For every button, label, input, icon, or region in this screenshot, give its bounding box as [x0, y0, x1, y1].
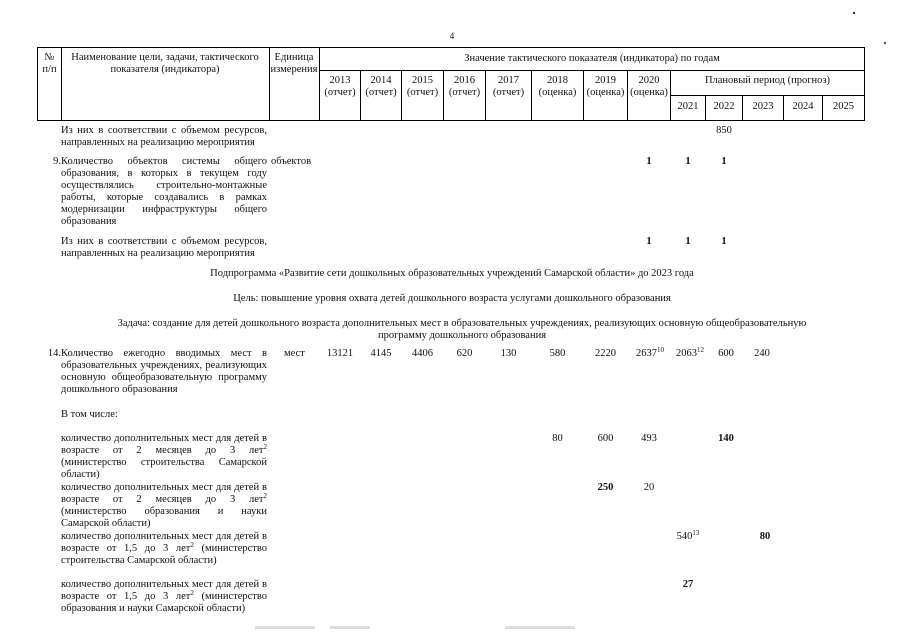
value-2020: 2637$^{10}$ [636, 346, 664, 359]
scan-artifact [330, 626, 370, 629]
value-2022: 850 [716, 125, 732, 136]
subprogram-title: Подпрограмма «Развитие сети дошкольных образовательных учреждений Самарской области» до 2023 года [210, 268, 694, 279]
indicator-name: количество дополнительных мест для детей в возрасте от 2 месяцев до 3 лет$^2$ (министерство строительства Самарской области) [61, 433, 267, 480]
indicator-name: количество дополнительных мест для детей в возрасте от 1,5 до 3 лет$^2$ (министерство образования и науки Самарской области) [61, 579, 268, 614]
value-2020: 1 [646, 156, 652, 167]
indicator-name: количество дополнительных мест для детей в возрасте от 2 месяцев до 3 лет$^2$ (министерство образования и науки Самарской области) [61, 482, 267, 529]
value-2020: 20 [643, 482, 655, 493]
value-2015: 4406 [412, 348, 433, 359]
value-2021: 1 [685, 156, 691, 167]
indicator-name: Из них в соответствии с объемом ресурсов, направленных на реализацию мероприятия [61, 236, 267, 259]
indicator-name: Количество объектов системы общего образования, в которых в текущем году осуществлялись строительно-монтажные работы, которые создавались в рамках модернизации инфраструктуры общего образования [61, 156, 267, 227]
value-2019: 600 [597, 433, 614, 444]
value-2016: 620 [456, 348, 473, 359]
footnote-ref: 12 [697, 346, 704, 354]
rule [864, 47, 865, 121]
value-2013: 13121 [326, 348, 354, 359]
header-name: Наименование цели, задачи, тактического показателя (индикатора) [71, 52, 259, 75]
value-2018: 80 [552, 433, 563, 444]
row-number: 9. [53, 156, 61, 167]
header-year-2014: 2014 (отчет) [365, 75, 397, 98]
rule [670, 95, 865, 96]
header-plan-2021: 2021 [677, 101, 699, 112]
value-2020: 493 [641, 433, 657, 444]
header-year-2015: 2015 (отчет) [406, 75, 439, 98]
header-unit: Единица измерения [270, 52, 318, 75]
header-plan-2025: 2025 [833, 101, 854, 112]
value-2018: 580 [549, 348, 566, 359]
value-2022: 140 [718, 433, 734, 444]
header-num: № п/п [42, 52, 57, 75]
scan-artifact [505, 626, 575, 629]
value-2020: 1 [646, 236, 652, 247]
header-year-2016: 2016 (отчет) [448, 75, 481, 98]
value-2021: 27 [682, 579, 694, 590]
value-2022: 1 [721, 236, 727, 247]
scan-speck [884, 42, 886, 44]
value-2022: 1 [721, 156, 727, 167]
goal-line: Цель: повышение уровня охвата детей дошкольного возраста услугами дошкольного образования [233, 293, 671, 304]
value-2022: 600 [718, 348, 734, 359]
indicator-name: Из них в соответствии с объемом ресурсов, направленных на реализацию мероприятия [61, 125, 267, 148]
row-number: 14. [47, 348, 61, 359]
value-2017: 130 [500, 348, 517, 359]
header-values-title: Значение тактического показателя (индикатора) по годам [464, 53, 720, 64]
value-2021: 1 [685, 236, 691, 247]
header-plan-2022: 2022 [713, 101, 735, 112]
page-number: 4 [449, 31, 455, 41]
value-2023: 240 [754, 348, 770, 359]
value-2021: $540^{13}$ [676, 529, 700, 542]
value-2023: 80 [759, 531, 771, 542]
indicator-name: Количество ежегодно вводимых мест в образовательных учреждениях, реализующих основную общеобразовательную программу дошкольного образования [61, 348, 267, 395]
scan-speck [853, 12, 855, 14]
rule [61, 47, 62, 121]
scan-artifact [255, 626, 315, 629]
unit: мест [284, 348, 305, 359]
header-plan-2024: 2024 [792, 101, 814, 112]
value-2019: 250 [597, 482, 614, 493]
value-2021: 2063$^{12}$ [676, 346, 704, 359]
task-line: Задача: создание для детей дошкольного возраста дополнительных мест в образовательных учреждениях, реализующих основную общеобразовательную программу дошкольного образования [117, 318, 807, 341]
header-year-2019: 2019 (оценка) [586, 75, 625, 98]
indicator-name: количество дополнительных мест для детей в возрасте от 1,5 до 3 лет$^2$ (министерство строительства Самарской области) [61, 531, 268, 566]
footnote-ref: 13 [692, 529, 700, 537]
rule [37, 47, 865, 48]
value-2019: 2220 [595, 348, 616, 359]
header-year-2017: 2017 (отчет) [492, 75, 525, 98]
header-year-2018: 2018 (оценка) [538, 75, 577, 98]
value-2014: 4145 [370, 348, 392, 359]
header-plan-2023: 2023 [752, 101, 774, 112]
header-year-2013: 2013 (отчет) [324, 75, 356, 98]
header-plan-title: Плановый период (прогноз) [704, 75, 831, 86]
rule [37, 120, 865, 121]
unit: объектов [271, 156, 312, 167]
footnote-ref: 10 [657, 346, 664, 354]
header-year-2020: 2020 (оценка) [630, 75, 668, 98]
including-label: В том числе: [61, 409, 118, 420]
